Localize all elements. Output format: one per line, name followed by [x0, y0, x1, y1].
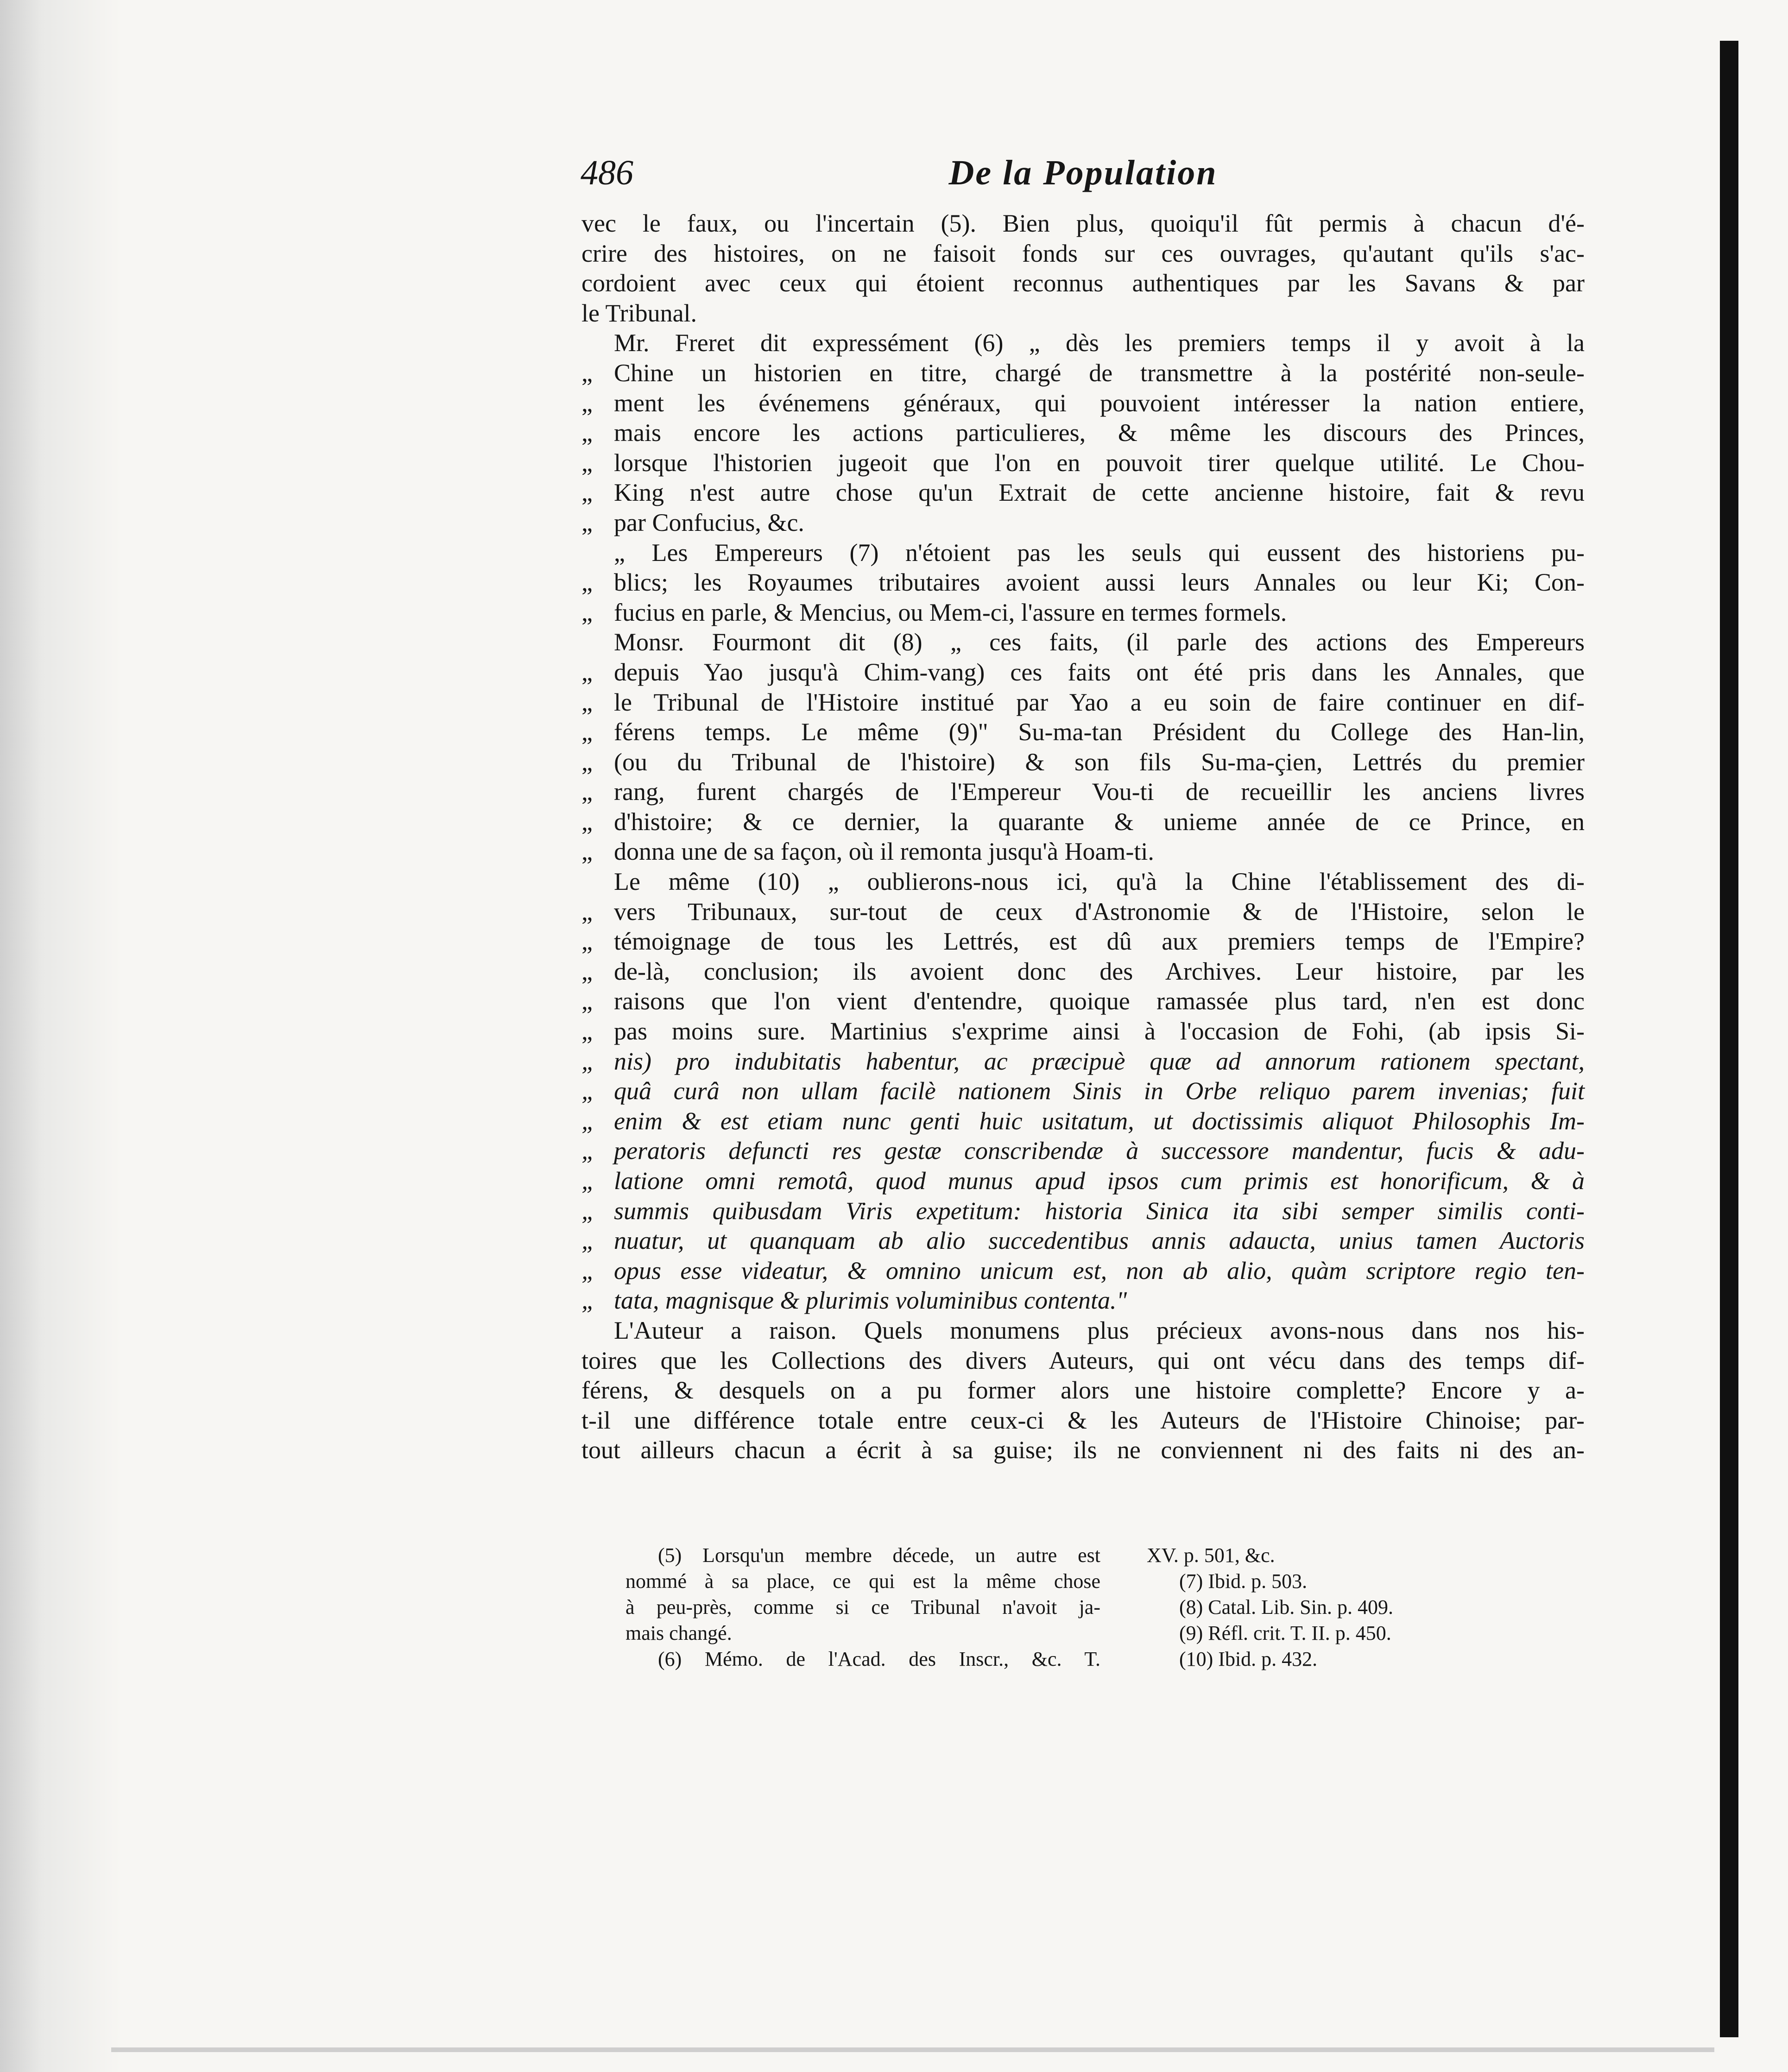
quoted-line: „ depuis Yao jusqu'à Chim-vang) ces faits ont été pris dans les Annales, que: [581, 657, 1585, 687]
body-text: [581, 208, 1585, 1465]
text-line: t-il une différence totale entre ceux-ci & les Auteurs de l'Histoire Chinoise; par-: [581, 1406, 1585, 1434]
quoted-line: „ férens temps. Le même (9)" Su-ma-tan Président du College des Han-lin,: [581, 717, 1585, 747]
latin-quote-line: „ tata, magnisque & plurimis voluminibus contenta.": [581, 1285, 1585, 1316]
text-line: tout ailleurs chacun a écrit à sa guise; ils ne conviennent ni des faits ni des an-: [581, 1436, 1585, 1464]
latin-quote-line: „ peratoris defuncti res gestæ conscribendæ à successore mandentur, fucis & adu-: [581, 1136, 1585, 1166]
footnotes-right-column: [1147, 1543, 1459, 1672]
quoted-line: „ par Confucius, &c.: [581, 508, 1585, 538]
text-line: cordoient avec ceux qui étoient reconnus authentiques par les Savans & par: [581, 269, 1585, 297]
footnote-line: nommé à sa place, ce qui est la même chose: [625, 1570, 1100, 1593]
latin-quote-line: „ quâ curâ non ullam facilè nationem Sinis in Orbe reliquo parem invenias; fuit: [581, 1076, 1585, 1106]
latin-quote-line: „ nuatur, ut quanquam ab alio succedentibus annis adaucta, unius tamen Auctoris: [581, 1226, 1585, 1256]
footnote-line: (8) Catal. Lib. Sin. p. 409.: [1179, 1596, 1393, 1619]
footnote-line: (5) Lorsqu'un membre décede, un autre est: [658, 1544, 1100, 1567]
quoted-line: „ ment les événemens généraux, qui pouvoient intéresser la nation entiere,: [581, 388, 1585, 418]
quoted-line: „ blics; les Royaumes tributaires avoient aussi leurs Annales ou leur Ki; Con-: [581, 567, 1585, 598]
footnotes-left-column: [625, 1543, 1100, 1672]
page-number: 486: [581, 153, 633, 192]
scan-left-margin-shadow: [0, 0, 120, 2072]
footnote-line: (7) Ibid. p. 503.: [1179, 1570, 1308, 1593]
quoted-line: „ Chine un historien en titre, chargé de transmettre à la postérité non-seule-: [581, 358, 1585, 388]
latin-quote-line: „ summis quibusdam Viris expetitum: historia Sinica ita sibi semper similis conti-: [581, 1196, 1585, 1226]
text-line: vec le faux, ou l'incertain (5). Bien plus, quoiqu'il fût permis à chacun d'é-: [581, 209, 1585, 237]
latin-quote-line: „ nis) pro indubitatis habentur, ac præcipuè quæ ad annorum rationem spectant,: [581, 1046, 1585, 1077]
text-line: Mr. Freret dit expressément (6) „ dès les premiers temps il y avoit à la: [614, 329, 1585, 357]
quoted-line: „ raisons que l'on vient d'entendre, quoique ramassée plus tard, n'en est donc: [581, 986, 1585, 1016]
latin-quote-line: „ opus esse videatur, & omnino unicum est, non ab alio, quàm scriptore regio ten-: [581, 1256, 1585, 1286]
scan-bottom-edge: [111, 2047, 1714, 2052]
latin-quote-line: „ latione omni remotâ, quod munus apud ipsos cum primis est honorificum, & à: [581, 1166, 1585, 1196]
quoted-line: „ le Tribunal de l'Histoire institué par Yao a eu soin de faire continuer en dif-: [581, 687, 1585, 718]
footnote-line: mais changé.: [625, 1622, 732, 1644]
text-line: Le même (10) „ oublierons-nous ici, qu'à la Chine l'établissement des di-: [614, 868, 1585, 896]
text-line: L'Auteur a raison. Quels monumens plus précieux avons-nous dans nos his-: [614, 1316, 1585, 1344]
quoted-line: „ vers Tribunaux, sur-tout de ceux d'Astronomie & de l'Histoire, selon le: [581, 897, 1585, 927]
latin-quote-line: „ enim & est etiam nunc genti huic usitatum, ut doctissimis aliquot Philosophis Im-: [581, 1106, 1585, 1136]
page-header: [581, 139, 1585, 208]
quoted-line: „ témoignage de tous les Lettrés, est dû aux premiers temps de l'Empire?: [581, 926, 1585, 957]
footnote-line: (9) Réfl. crit. T. II. p. 450.: [1179, 1622, 1391, 1644]
quoted-line: „ Les Empereurs (7) n'étoient pas les seuls qui eussent des historiens pu-: [614, 538, 1585, 567]
quoted-line: „ donna une de sa façon, où il remonta jusqu'à Hoam-ti.: [581, 837, 1585, 867]
footnote-line: (10) Ibid. p. 432.: [1179, 1648, 1318, 1670]
quoted-line: „ (ou du Tribunal de l'histoire) & son fils Su-ma-çien, Lettrés du premier: [581, 747, 1585, 777]
text-line: le Tribunal.: [581, 299, 697, 327]
text-line: Monsr. Fourmont dit (8) „ ces faits, (il parle des actions des Empereurs: [614, 628, 1585, 656]
quoted-line: „ pas moins sure. Martinius s'exprime ainsi à l'occasion de Fohi, (ab ipsis Si-: [581, 1016, 1585, 1046]
book-page: [581, 139, 1585, 1465]
quoted-line: „ de-là, conclusion; ils avoient donc des Archives. Leur histoire, par les: [581, 957, 1585, 987]
text-line: crire des histoires, on ne faisoit fonds sur ces ouvrages, qu'autant qu'ils s'ac-: [581, 239, 1585, 267]
quoted-line: „ rang, furent chargés de l'Empereur Vou-ti de recueillir les anciens livres: [581, 777, 1585, 807]
footnote-line: à peu-près, comme si ce Tribunal n'avoit ja-: [625, 1596, 1100, 1619]
quoted-line: „ lorsque l'historien jugeoit que l'on en pouvoit tirer quelque utilité. Le Chou-: [581, 448, 1585, 478]
quoted-line: „ King n'est autre chose qu'un Extrait de cette ancienne histoire, fait & revu: [581, 478, 1585, 508]
footnote-line: (6) Mémo. de l'Acad. des Inscr., &c. T.: [658, 1648, 1100, 1670]
quoted-line: „ fucius en parle, & Mencius, ou Mem-ci, l'assure en termes formels.: [581, 598, 1585, 628]
text-line: férens, & desquels on a pu former alors une histoire complette? Encore y a-: [581, 1376, 1585, 1404]
text-line: toires que les Collections des divers Auteurs, qui ont vécu dans des temps dif-: [581, 1346, 1585, 1374]
quoted-line: „ d'histoire; & ce dernier, la quarante & unieme année de ce Prince, en: [581, 807, 1585, 837]
quoted-line: „ mais encore les actions particulieres, & même les discours des Princes,: [581, 418, 1585, 448]
running-title: De la Population: [948, 153, 1218, 192]
scan-right-binding-bar: [1720, 41, 1738, 2037]
footnote-line: XV. p. 501, &c.: [1147, 1544, 1275, 1567]
